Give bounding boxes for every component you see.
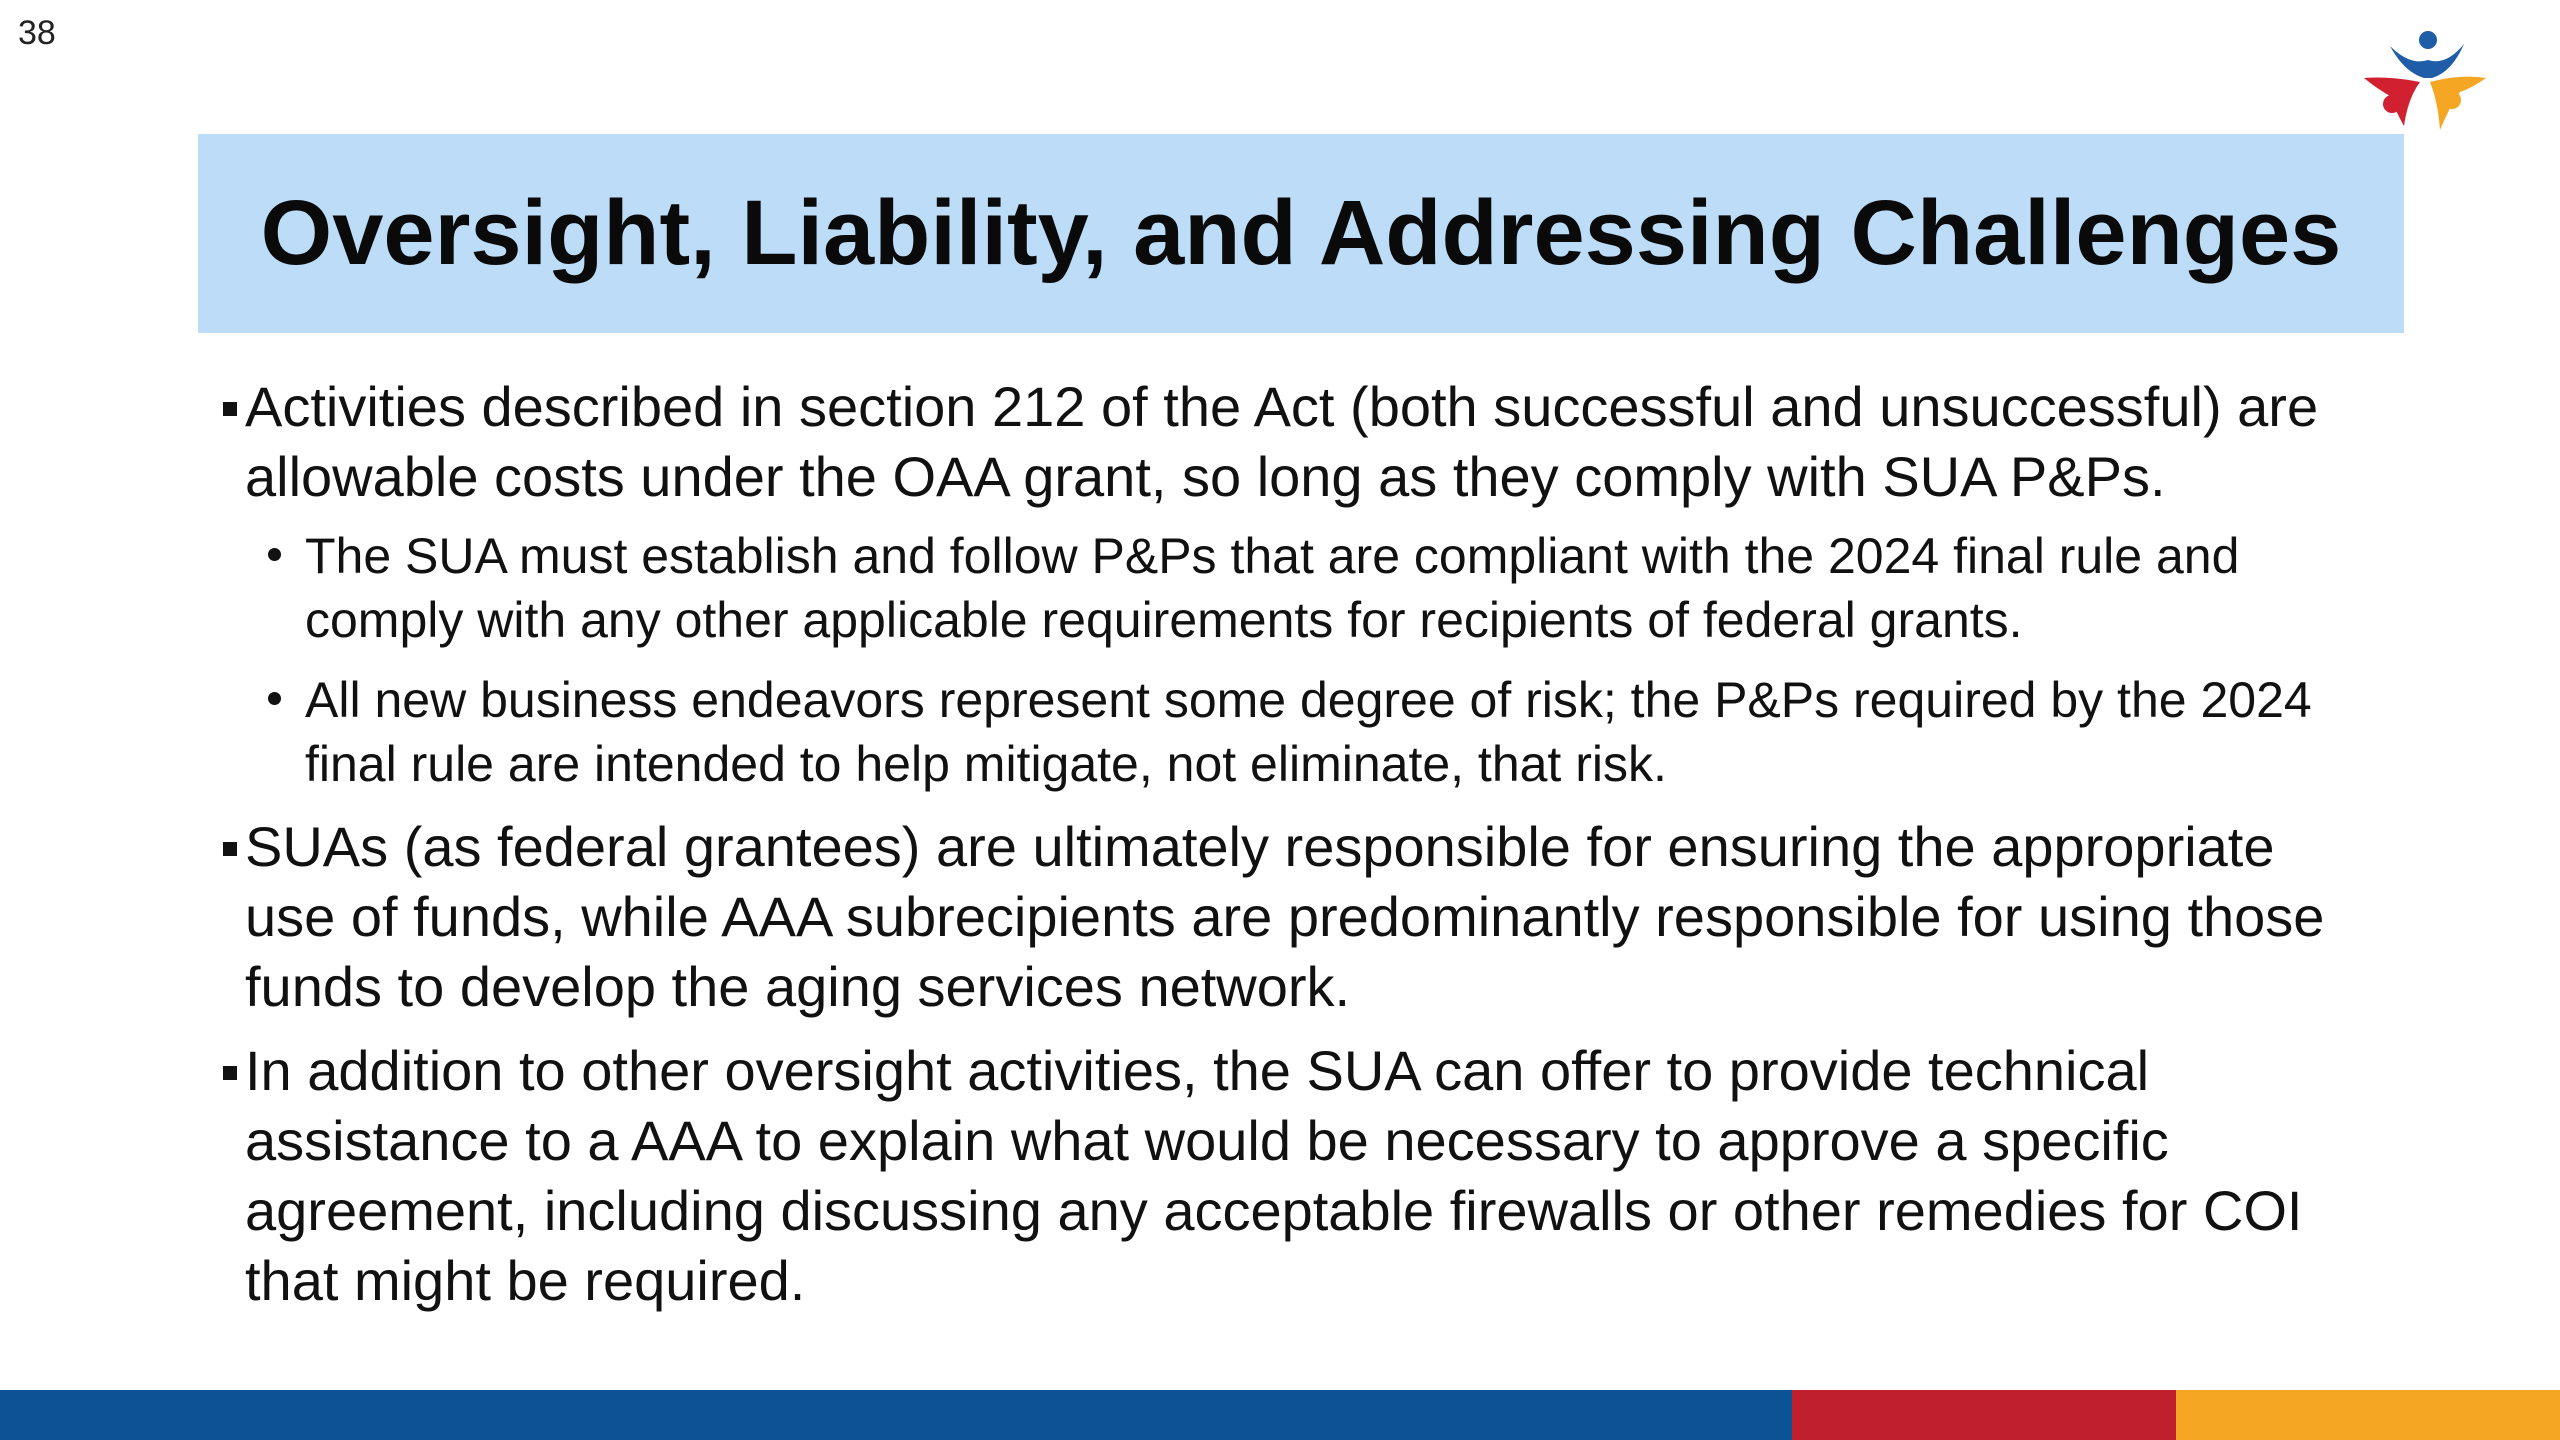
sub-bullet-text: The SUA must establish and follow P&Ps that are compliant with the 2024 final rule and comply with any other applicable requirements for recipients of federal grants. <box>305 528 2240 648</box>
bullet-item <box>220 812 2370 1022</box>
footer-orange-segment <box>2176 1390 2560 1440</box>
bullet-list <box>220 372 2370 1328</box>
bullet-item <box>220 1036 2370 1316</box>
square-bullet-icon <box>223 402 237 416</box>
square-bullet-icon <box>223 842 237 856</box>
footer-color-bar <box>0 1390 2560 1440</box>
people-figures-logo-icon <box>2360 26 2490 136</box>
sub-bullet-item <box>220 524 2370 652</box>
round-bullet-icon <box>268 548 281 561</box>
bullet-text: SUAs (as federal grantees) are ultimately responsible for ensuring the appropriate use of funds, while AAA subrecipients are predominantly responsible for using those funds to develop the aging services network. <box>245 815 2325 1018</box>
page-number: 38 <box>18 14 56 52</box>
footer-blue-segment <box>0 1390 1792 1440</box>
slide-title: Oversight, Liability, and Addressing Challenges <box>260 182 2342 284</box>
sub-bullet-item <box>220 668 2370 796</box>
square-bullet-icon <box>223 1066 237 1080</box>
bullet-item <box>220 372 2370 512</box>
title-band <box>198 134 2404 333</box>
round-bullet-icon <box>268 692 281 705</box>
sub-bullet-text: All new business endeavors represent some degree of risk; the P&Ps required by the 2024 final rule are intended to help mitigate, not eliminate, that risk. <box>305 672 2312 792</box>
footer-red-segment <box>1792 1390 2176 1440</box>
bullet-text: Activities described in section 212 of the Act (both successful and unsuccessful) are allowable costs under the OAA grant, so long as they comply with SUA P&Ps. <box>245 375 2319 508</box>
sub-bullet-list <box>220 524 2370 796</box>
bullet-text: In addition to other oversight activities, the SUA can offer to provide technical assistance to a AAA to explain what would be necessary to approve a specific agreement, including discussing any acceptable firewalls or other remedies for COI that might be required. <box>245 1039 2303 1312</box>
